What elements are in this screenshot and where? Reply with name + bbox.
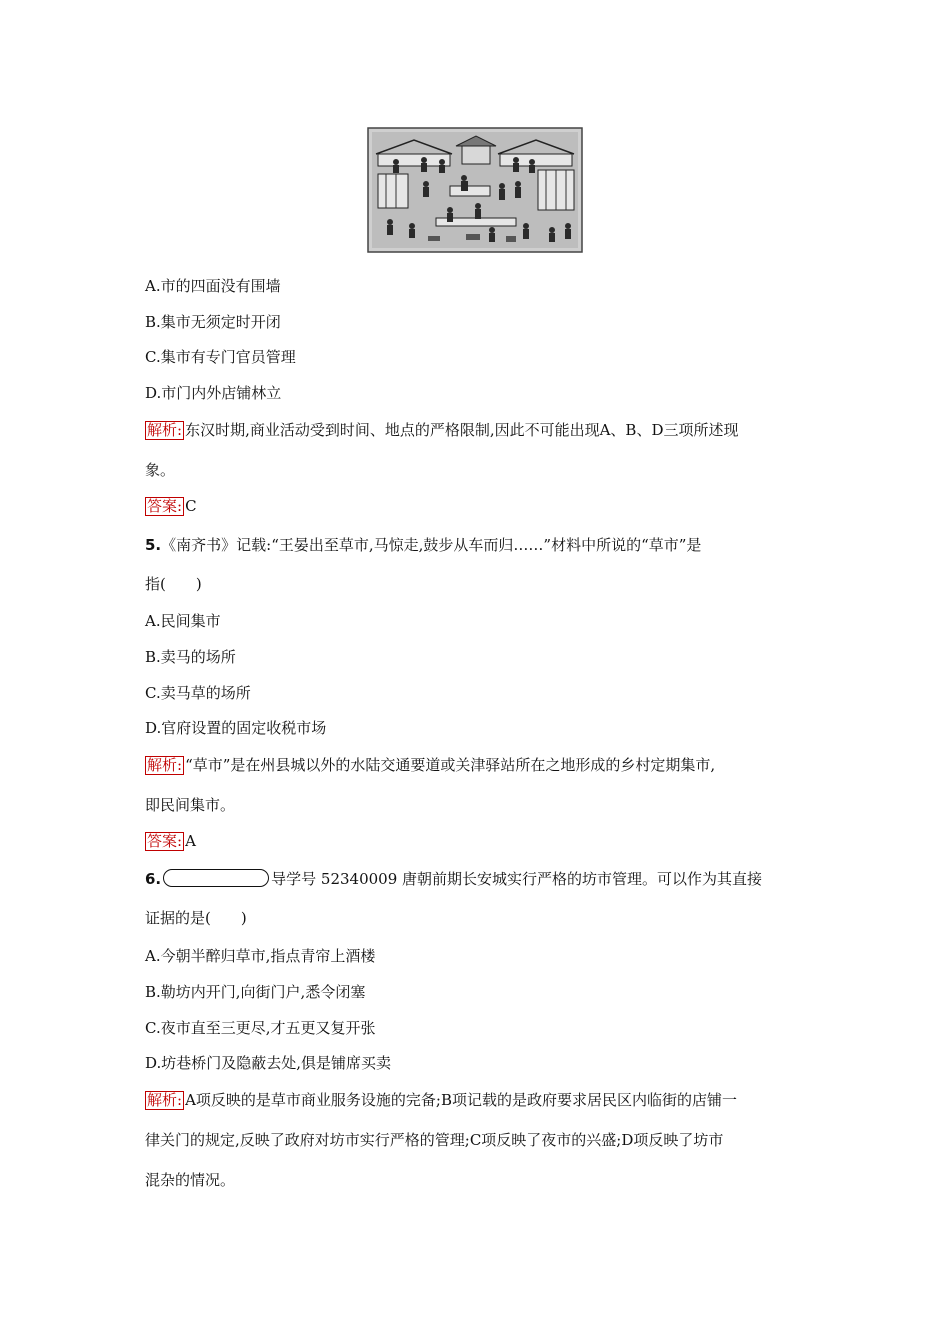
q5-number: 5. (145, 536, 162, 554)
analysis-tag: 解析: (147, 1091, 183, 1109)
q5-analysis-text-1: “草市”是在州县城以外的水陆交通要道或关津驿站所在之地形成的乡村定期集市, (185, 756, 716, 774)
analysis-tag: 解析: (147, 756, 183, 774)
q5-stem-text-1: 《南齐书》记载:“王晏出至草市,马惊走,鼓步从车而归……”材料中所说的“草市”是 (161, 536, 702, 554)
q4-answer-value: C (185, 497, 197, 515)
q6-stem-text-1: 导学号 52340009 唐朝前期长安城实行严格的坊市管理。可以作为其直接 (271, 870, 763, 888)
q5-answer-value: A (185, 832, 196, 850)
q4-option-d: D.市门内外店铺林立 (145, 384, 282, 402)
market-relief-image (366, 126, 584, 254)
q6-analysis (145, 1090, 825, 1110)
q5-stem (145, 535, 825, 555)
q4-analysis (145, 420, 825, 440)
q5-option-d: D.官府设置的固定收税市场 (145, 719, 327, 737)
q5-option-c: C.卖马草的场所 (145, 684, 251, 702)
q6-option-b: B.勒坊内开门,向街门户,悉令闭塞 (145, 983, 366, 1001)
q6-number: 6. (145, 870, 162, 888)
q4-analysis-text-2: 象。 (145, 461, 176, 479)
q4-option-a: A.市的四面没有围墙 (145, 277, 281, 295)
q6-stem-text-2: 证据的是( ) (145, 909, 247, 927)
q4-analysis-text-1: 东汉时期,商业活动受到时间、地点的严格限制,因此不可能出现A、B、D三项所述现 (185, 421, 739, 439)
q6-option-a: A.今朝半醉归草市,指点青帘上酒楼 (145, 947, 376, 965)
guide-number-box (163, 869, 269, 887)
q6-option-c: C.夜市直至三更尽,才五更又复开张 (145, 1019, 376, 1037)
q6-analysis-text-1: A项反映的是草市商业服务设施的完备;B项记载的是政府要求居民区内临街的店铺一 (185, 1091, 737, 1109)
q4-option-b: B.集市无须定时开闭 (145, 313, 281, 331)
q6-analysis-text-3: 混杂的情况。 (145, 1171, 236, 1189)
q6-analysis-text-2: 律关门的规定,反映了政府对坊市实行严格的管理;C项反映了夜市的兴盛;D项反映了坊市 (145, 1131, 724, 1149)
q4-answer (145, 496, 825, 516)
q6-stem (145, 869, 825, 889)
answer-tag: 答案: (147, 832, 183, 850)
q5-stem-text-2: 指( ) (145, 575, 202, 593)
q5-analysis (145, 755, 825, 775)
q5-analysis-text-2: 即民间集市。 (145, 796, 236, 814)
answer-tag: 答案: (147, 497, 183, 515)
q5-answer (145, 831, 825, 851)
q6-option-d: D.坊巷桥门及隐蔽去处,俱是铺席买卖 (145, 1054, 392, 1072)
q4-option-c: C.集市有专门官员管理 (145, 348, 296, 366)
q5-option-a: A.民间集市 (145, 612, 221, 630)
q5-option-b: B.卖马的场所 (145, 648, 236, 666)
analysis-tag: 解析: (147, 421, 183, 439)
